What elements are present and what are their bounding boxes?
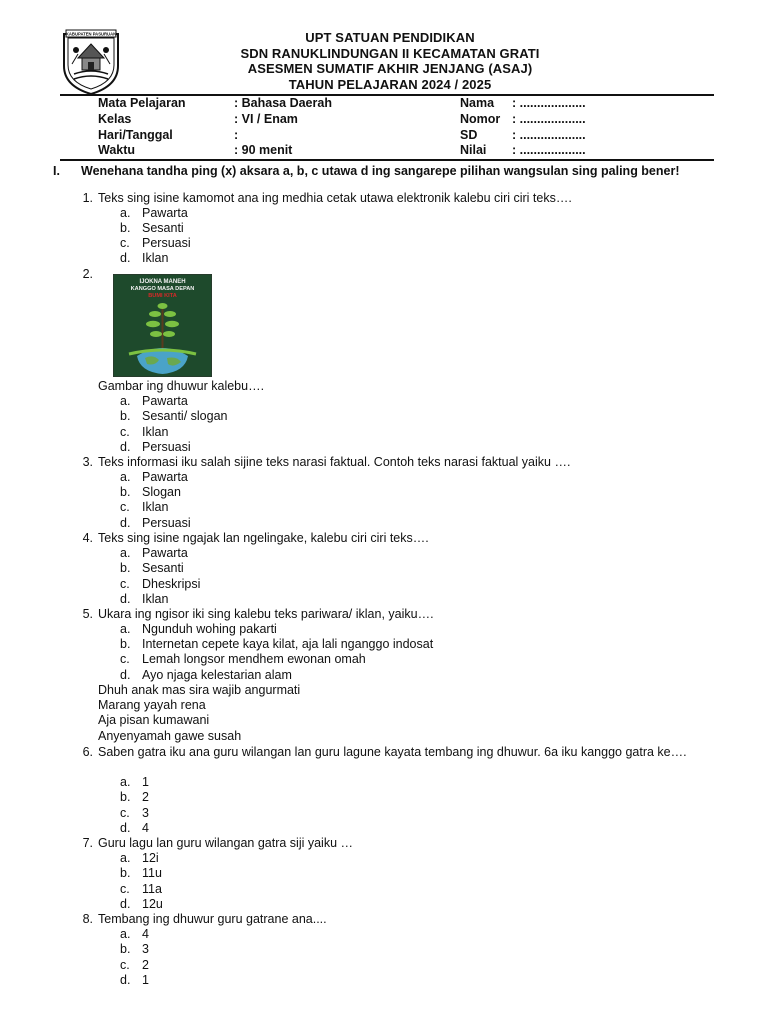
option-letter: d.: [120, 668, 131, 682]
label-score: Nilai: [460, 143, 487, 158]
label-date: Hari/Tanggal: [98, 127, 173, 142]
option-text: Iklan: [142, 251, 169, 265]
value-time: : 90 menit: [234, 143, 293, 158]
option-text: Pawarta: [142, 394, 188, 408]
identity-divider: [60, 159, 714, 161]
header-line-3: ASESMEN SUMATIF AKHIR JENJANG (ASAJ): [247, 61, 533, 77]
option-text: 1: [142, 973, 149, 987]
option-6c[interactable]: [120, 806, 149, 821]
option-text: Slogan: [142, 485, 181, 499]
option-letter: a.: [120, 394, 131, 408]
label-number: Nomor: [460, 111, 501, 126]
option-letter: c.: [120, 806, 130, 820]
option-text: Sesanti: [142, 221, 184, 235]
option-3c[interactable]: [120, 500, 168, 515]
option-5a[interactable]: [120, 622, 277, 637]
name-field[interactable]: : ...................: [512, 96, 586, 110]
option-letter: a.: [120, 470, 131, 484]
option-letter: a.: [120, 775, 131, 789]
option-8b[interactable]: [120, 942, 149, 957]
option-letter: a.: [120, 546, 131, 560]
option-8d[interactable]: [120, 973, 149, 988]
question-number: 4.: [82, 531, 93, 545]
option-letter: a.: [120, 851, 131, 865]
label-name: Nama: [460, 96, 495, 110]
question-number: 3.: [82, 455, 93, 469]
label-class: Kelas: [98, 111, 132, 126]
option-letter: c.: [120, 500, 130, 514]
option-text: 3: [142, 942, 149, 956]
option-1a[interactable]: [120, 206, 188, 221]
option-letter: d.: [120, 897, 131, 911]
option-text: Persuasi: [142, 236, 191, 250]
option-text: Dheskripsi: [142, 577, 201, 591]
option-text: Iklan: [142, 500, 169, 514]
question-number: 8.: [82, 912, 93, 926]
option-text: 2: [142, 790, 149, 804]
question-number: 6.: [82, 745, 93, 759]
option-text: 4: [142, 927, 149, 941]
school-field[interactable]: : ...................: [512, 127, 586, 142]
score-field[interactable]: : ...................: [512, 143, 586, 158]
option-text: 12i: [142, 851, 159, 865]
question-number: 1.: [82, 191, 93, 205]
question-text: Teks informasi iku salah sijine teks narasi faktual. Contoh teks narasi faktual yaiku ….: [98, 455, 571, 469]
value-subject: : Bahasa Daerah: [234, 96, 332, 110]
question-number: 5.: [82, 607, 93, 621]
label-school: SD: [460, 127, 478, 142]
question-number: 2.: [82, 267, 93, 281]
option-1b[interactable]: [120, 221, 184, 236]
option-letter: c.: [120, 958, 130, 972]
option-3d[interactable]: [120, 516, 191, 531]
option-8c[interactable]: [120, 958, 149, 973]
option-text: Persuasi: [142, 516, 191, 530]
question-text: Teks sing isine ngajak lan ngelingake, kalebu ciri ciri teks….: [98, 531, 429, 545]
option-letter: c.: [120, 425, 130, 439]
option-letter: b.: [120, 637, 131, 651]
option-4a[interactable]: [120, 546, 188, 561]
header-line-2: SDN RANUKLINDUNGAN II KECAMATAN GRATI: [240, 45, 540, 61]
option-letter: b.: [120, 866, 131, 880]
option-text: Ngunduh wohing pakarti: [142, 622, 277, 636]
option-letter: d.: [120, 440, 131, 454]
option-letter: b.: [120, 790, 131, 804]
poem-line-1: Dhuh anak mas sira wajib angurmati: [98, 683, 301, 697]
option-4b[interactable]: [120, 561, 184, 576]
option-text: Internetan cepete kaya kilat, aja lali nganggo indosat: [142, 637, 434, 651]
label-time: Waktu: [98, 143, 136, 158]
section-number: I.: [53, 164, 60, 178]
option-text: 3: [142, 806, 149, 820]
question-text: Tembang ing dhuwur guru gatrane ana....: [98, 912, 327, 926]
option-letter: c.: [120, 652, 130, 666]
option-text: 12u: [142, 897, 163, 911]
school-header: [130, 30, 650, 92]
question-2-caption: Gambar ing dhuwur kalebu….: [98, 379, 265, 393]
question-text: Guru lagu lan guru wilangan gatra siji yaiku …: [98, 836, 353, 850]
option-2c[interactable]: [120, 425, 168, 440]
option-letter: b.: [120, 409, 131, 423]
option-text: 11u: [142, 866, 162, 880]
option-letter: d.: [120, 821, 131, 835]
regency-logo: [60, 28, 122, 96]
option-6b[interactable]: [120, 790, 149, 805]
option-text: 2: [142, 958, 149, 972]
identity-labels-left: [98, 96, 186, 159]
header-line-4: TAHUN PELAJARAN 2024 / 2025: [288, 76, 492, 92]
label-subject: Mata Pelajaran: [98, 96, 186, 110]
option-letter: d.: [120, 592, 131, 606]
option-text: Persuasi: [142, 440, 191, 454]
option-text: Pawarta: [142, 546, 188, 560]
option-text: Lemah longsor mendhem ewonan omah: [142, 652, 366, 666]
option-5b[interactable]: [120, 637, 433, 652]
option-7b[interactable]: [120, 866, 162, 881]
option-text: Ayo njaga kelestarian alam: [142, 668, 292, 682]
poem-line-3: Aja pisan kumawani: [98, 713, 210, 727]
option-text: 4: [142, 821, 149, 835]
option-letter: d.: [120, 973, 131, 987]
poster-title-line-2: KANGGO MASA DEPAN: [130, 286, 195, 292]
section-instruction: Wenehana tandha ping (x) aksara a, b, c utawa d ing sangarepe pilihan wangsulan sing paling bener!: [81, 164, 680, 178]
logo-text: KABUPATEN PASURUAN: [65, 31, 117, 37]
poem-line-2: Marang yayah rena: [98, 698, 206, 712]
question-text: Ukara ing ngisor iki sing kalebu teks pariwara/ iklan, yaiku….: [98, 607, 434, 621]
option-4c[interactable]: [120, 577, 200, 592]
poster-title-line-1: IJOKNA MANEH: [139, 279, 186, 285]
option-letter: d.: [120, 516, 131, 530]
option-5d[interactable]: [120, 668, 292, 683]
value-class: : VI / Enam: [234, 111, 298, 126]
option-letter: c.: [120, 577, 130, 591]
identity-values-right: [512, 96, 586, 159]
option-letter: b.: [120, 485, 131, 499]
option-letter: c.: [120, 236, 130, 250]
identity-values-left: [234, 96, 332, 159]
option-letter: a.: [120, 206, 131, 220]
poem-line-4: Anyenyamah gawe susah: [98, 729, 242, 743]
option-text: Sesanti/ slogan: [142, 409, 228, 423]
option-text: 1: [142, 775, 149, 789]
question-text: Teks sing isine kamomot ana ing medhia cetak utawa elektronik kalebu ciri ciri teks….: [98, 191, 572, 205]
option-text: 11a: [142, 882, 162, 896]
header-line-1: UPT SATUAN PENDIDIKAN: [305, 30, 475, 45]
option-1c[interactable]: [120, 236, 191, 251]
option-3a[interactable]: [120, 470, 188, 485]
option-text: Pawarta: [142, 470, 188, 484]
option-letter: d.: [120, 251, 131, 265]
option-6a[interactable]: [120, 775, 149, 790]
option-3b[interactable]: [120, 485, 181, 500]
poster-title-line-3: BUMI KITA: [148, 293, 177, 299]
option-4d[interactable]: [120, 592, 168, 607]
option-7c[interactable]: [120, 882, 162, 897]
number-field[interactable]: : ...................: [512, 111, 586, 126]
option-letter: b.: [120, 221, 131, 235]
option-letter: c.: [120, 882, 130, 896]
option-text: Iklan: [142, 592, 169, 606]
option-2d[interactable]: [120, 440, 191, 455]
identity-labels-right: [460, 96, 500, 159]
question-text: Saben gatra iku ana guru wilangan lan guru lagune kayata tembang ing dhuwur. 6a iku kanggo gatra ke….: [98, 745, 687, 759]
poster-image: [113, 274, 212, 377]
option-7d[interactable]: [120, 897, 163, 912]
option-letter: a.: [120, 927, 131, 941]
option-text: Pawarta: [142, 206, 188, 220]
option-letter: b.: [120, 942, 131, 956]
option-2b[interactable]: [120, 409, 227, 424]
option-letter: b.: [120, 561, 131, 575]
option-2a[interactable]: [120, 394, 188, 409]
option-5c[interactable]: [120, 652, 366, 667]
value-date-field[interactable]: :: [234, 127, 239, 142]
option-text: Sesanti: [142, 561, 184, 575]
option-7a[interactable]: [120, 851, 159, 866]
option-6d[interactable]: [120, 821, 149, 836]
option-letter: a.: [120, 622, 131, 636]
option-text: Iklan: [142, 425, 169, 439]
option-1d[interactable]: [120, 251, 168, 266]
option-8a[interactable]: [120, 927, 149, 942]
question-number: 7.: [82, 836, 93, 850]
